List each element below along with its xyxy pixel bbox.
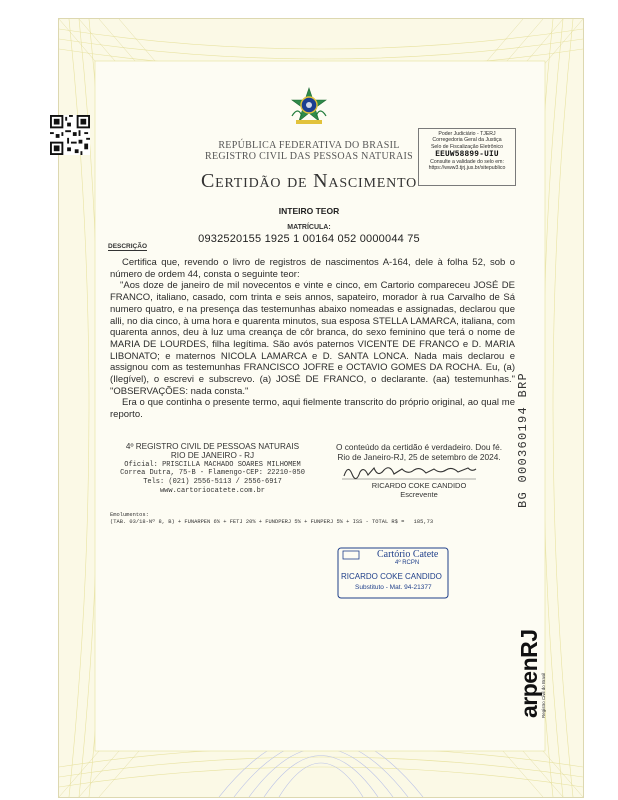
seal-consult-label: Consulte a validade do selo em: <box>430 159 504 166</box>
arpen-logo: arpenRJ <box>516 629 542 718</box>
seal-code: EEUW58899-UIU <box>435 150 499 159</box>
office-official: Oficial: PRISCILLA MACHADO SOARES MILHOMEM <box>124 460 301 469</box>
stamp-name: RICARDO COKE CANDIDO <box>341 572 442 581</box>
qr-code-icon[interactable] <box>50 115 90 155</box>
body-paragraph-intro: Certifica que, revendo o livro de registros de nascimentos A-164, dele à folha 52, sob o número de ordem 44, consta o seguinte teor: <box>110 257 515 280</box>
office-name: 4º REGISTRO CIVIL DE PESSOAS NATURAIS <box>125 442 300 451</box>
stamp-sub: 4º RCPN <box>395 560 420 566</box>
body-paragraph-transcript: "Aos doze de janeiro de mil novecentos e vinte e cinco, em Cartorio compareceu JOSÉ DE FRANCO, italiano, casado, com trinta e seis annos, sapateiro, morador à rua Carvalho de Sá numero quatro, e na presença das testemunhas abaixo nomeadas e assignadas, declarou que alli, no dia cinco, à uma hora e quarenta minutos, sua esposa STELLA LAMARCA, italiana, com quarenta annos, deu à luz uma creança de côr branca, do sexo feminino que terá o nome de MARIA DE LOURDES, filha legítima. São avós paternos VICENTE DE FRANCO e D. MARIA LIBONATO; e maternos NICOLA LAMARCA e D. SANTA LONCA. Nada mais declarou e assignou com as testemunhas FRANCISCO JOFRE e OCTAVIO GOMES DA ROCHA. Eu, (a) (Ilegível), o escrevi e subscrevo. (a) JOSÉ DE FRANCO, o declarante. (aa) testemunhas." "OBSERVAÇÕES: nada consta." <box>110 280 515 397</box>
body-paragraph-closing: Era o que continha o presente termo, aqui fielmente transcrito do próprio original, ao qual me reporto. <box>110 397 515 421</box>
serial-number: BG 000360194 BRP <box>516 371 530 508</box>
notary-stamp <box>337 547 449 599</box>
attestation-block <box>320 442 518 462</box>
signer-role: Escrevente <box>400 490 438 499</box>
seal-consult-url[interactable]: https://www3.tjrj.jus.br/sitepublico <box>428 165 506 172</box>
office-website[interactable]: www.cartoriocatete.com.br <box>159 486 266 495</box>
certificate-title: Certidão de Nascimento <box>200 170 418 192</box>
content-type-label: INTEIRO TEOR <box>278 206 340 216</box>
attestation-statement: O conteúdo da certidão é verdadeiro. Dou fé. <box>335 442 503 452</box>
signer-name: RICARDO COKE CANDIDO <box>371 481 467 490</box>
fees-detail: (TAB. 03/18-Nº 8, B) + FUNARPEN 6% + FETJ 20% + FUNDPERJ 5% + FUNPERJ 5% + ISS - TOTAL R$ = <box>110 519 405 525</box>
stamp-role: Substituto - Mat. 94-21377 <box>355 584 432 591</box>
seal-line-1: Poder Judiciário - TJERJ <box>438 131 496 137</box>
handwritten-signature <box>340 460 480 482</box>
stamp-office: Cartório Catete <box>377 549 439 560</box>
fees-line <box>110 519 510 525</box>
signer-block <box>320 481 518 499</box>
attestation-date: Rio de Janeiro-RJ, 25 de setembro de 2024. <box>337 452 501 462</box>
office-address: Correa Dutra, 75-B - Flamengo-CEP: 22210-050 <box>120 469 305 478</box>
seal-line-2: Corregedoria Geral da Justiça <box>432 137 502 144</box>
description-label: DESCRIÇÃO <box>108 243 148 250</box>
fees-label: Emolumentos: <box>110 512 149 518</box>
certificate-body <box>110 257 515 421</box>
registry-office-block <box>110 442 315 495</box>
coat-of-arms-icon <box>288 86 330 128</box>
office-city: RIO DE JANEIRO - RJ <box>170 451 255 461</box>
seal-line-3: Selo de Fiscalização Eletrônico <box>430 143 504 150</box>
registry-heading: REGISTRO CIVIL DAS PESSOAS NATURAIS <box>205 151 413 162</box>
fees-total: 185,73 <box>413 519 434 525</box>
arpen-logo-subtitle: Registro Civil do Brasil <box>541 672 546 718</box>
office-phone: Tels: (021) 2556-5113 / 2556-6917 <box>143 478 282 486</box>
matricula-label: MATRÍCULA: <box>287 224 331 231</box>
republic-heading: REPÚBLICA FEDERATIVA DO BRASIL <box>218 140 400 151</box>
matricula-number: 0932520155 1925 1 00164 052 0000044 75 <box>198 233 420 245</box>
